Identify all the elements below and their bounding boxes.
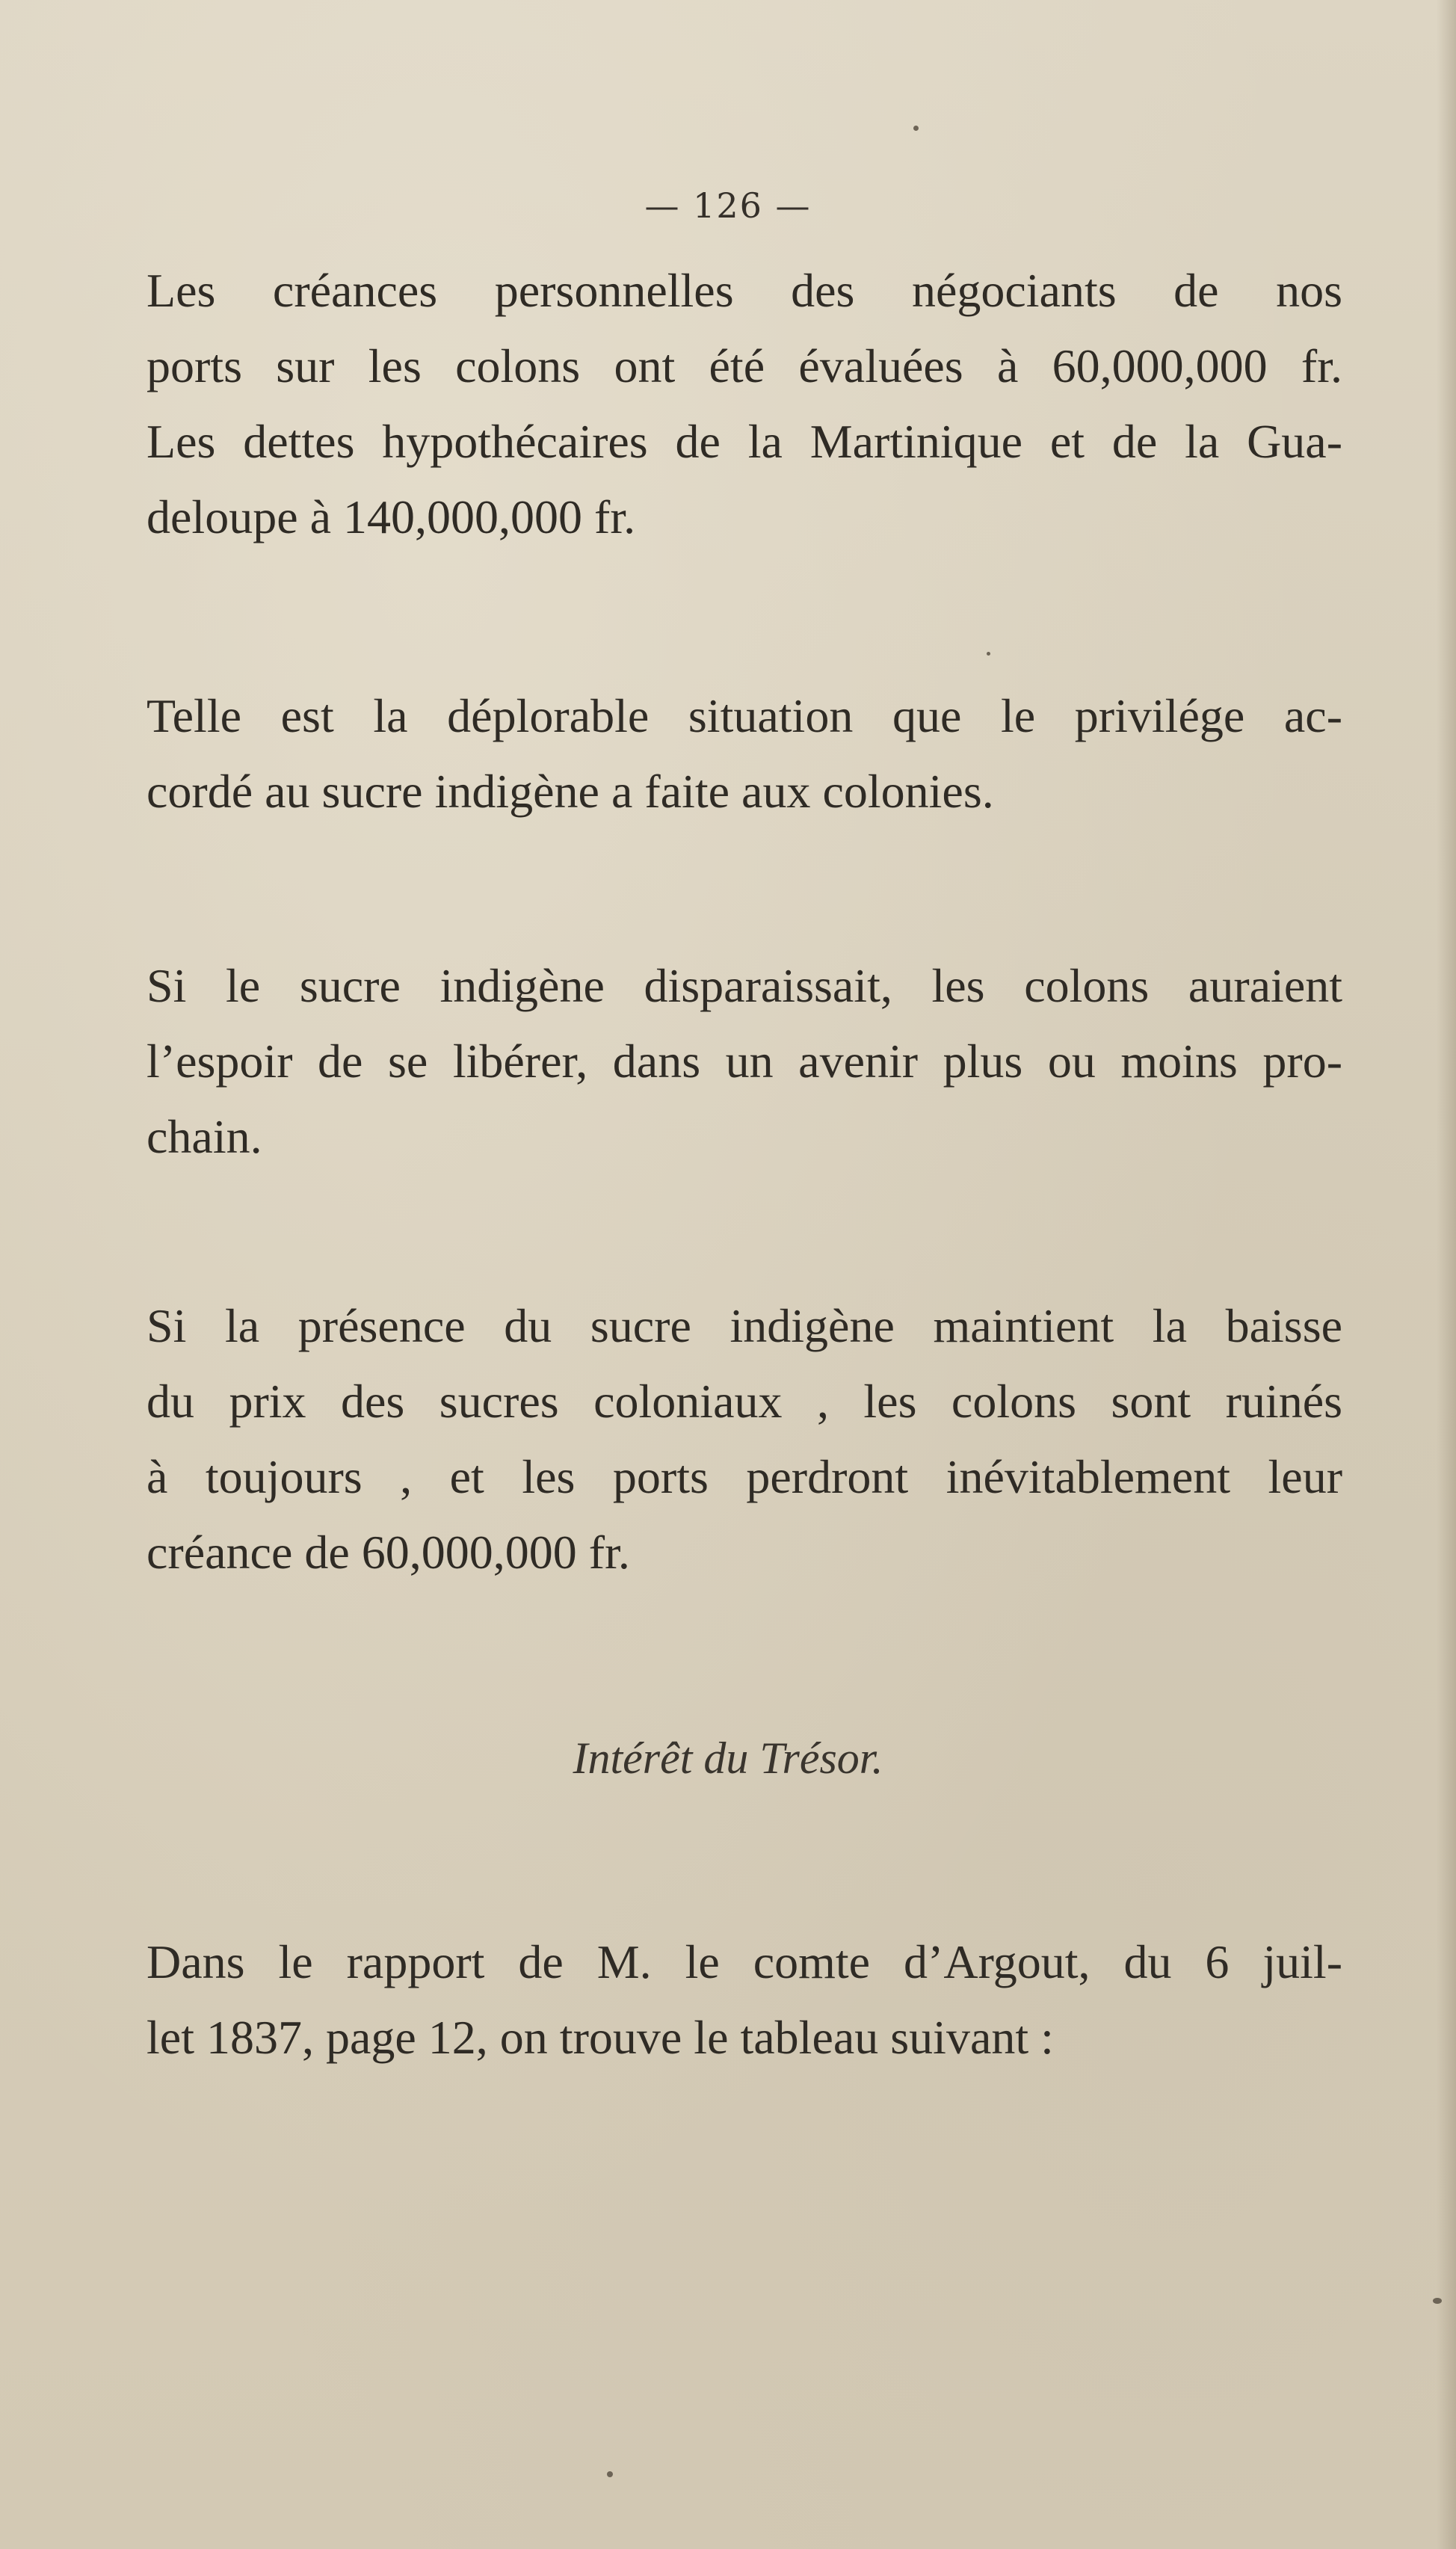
text-line: du prix des sucres coloniaux , les colons sont ruinés: [146, 1375, 1342, 1428]
text-line: Les créances personnelles des négociants de nos: [146, 264, 1342, 317]
text-line: let 1837, page 12, on trouve le tableau suivant :: [146, 2011, 1054, 2064]
text-line: Si la présence du sucre indigène maintient la baisse: [146, 1299, 1342, 1352]
paper-speck: [987, 652, 990, 656]
paper-speck: [607, 2471, 613, 2477]
text-line: Si le sucre indigène disparaissait, les colons auraient: [146, 959, 1342, 1012]
page-edge-shadow: [1437, 0, 1456, 2549]
section-heading: Intérêt du Trésor.: [573, 1733, 883, 1783]
text-line: deloupe à 140,000,000 fr.: [146, 490, 636, 543]
paragraph-presence: [146, 1288, 1342, 1590]
paper-speck: [913, 126, 919, 131]
text-line: créance de 60,000,000 fr.: [146, 1526, 630, 1579]
text-line: Dans le rapport de M. le comte d’Argout, du 6 juil-: [146, 1935, 1342, 1988]
paper-speck: [1433, 2298, 1442, 2304]
paragraph-disparaissait: [146, 948, 1342, 1174]
text-line: ports sur les colons ont été évaluées à 60,000,000 fr.: [146, 339, 1342, 392]
text-line: cordé au sucre indigène a faite aux colonies.: [146, 765, 994, 818]
text-line: à toujours , et les ports perdront inévitablement leur: [146, 1450, 1342, 1503]
text-line: l’espoir de se libérer, dans un avenir plus ou moins pro-: [146, 1035, 1342, 1088]
text-line: chain.: [146, 1110, 262, 1163]
page-number: — 126 —: [644, 185, 812, 226]
text-line: Telle est la déplorable situation que le privilége ac-: [146, 689, 1342, 742]
paragraph-creances: [146, 253, 1342, 555]
text-line: Les dettes hypothécaires de la Martinique et de la Gua-: [146, 415, 1342, 468]
paragraph-situation: [146, 678, 1342, 829]
paragraph-rapport: [146, 1924, 1342, 2075]
